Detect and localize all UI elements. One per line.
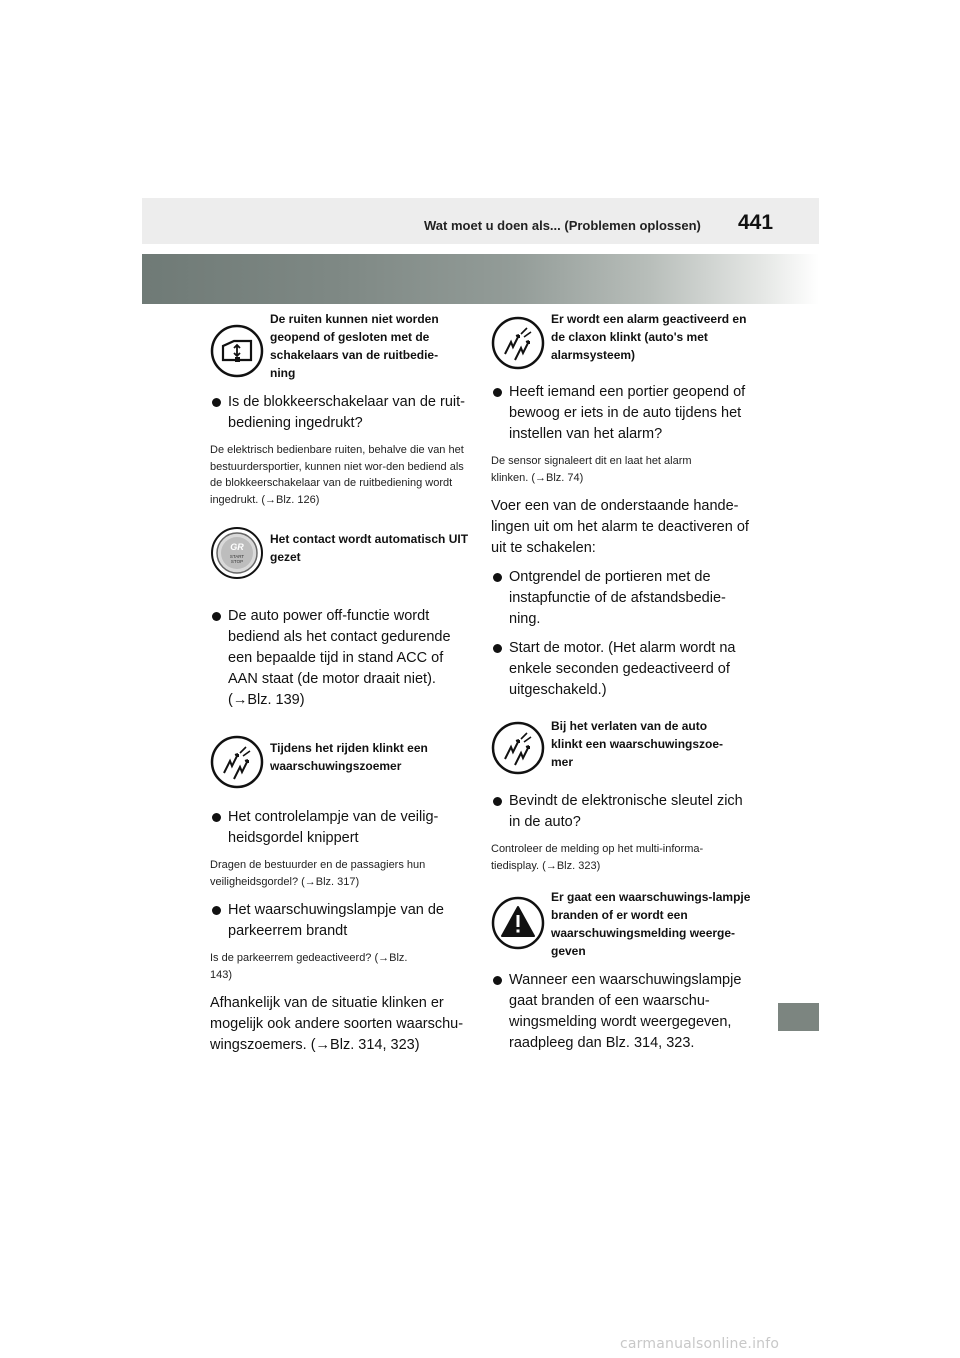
list-item: Het waarschuwingslampje van de parkeerrem brandt — [210, 900, 470, 942]
note-text: Controleer de melding op het multi-informa-tiedisplay. (→Blz. 323) — [491, 843, 704, 872]
section-title: Tijdens het rijden klinkt een waarschuwingszoemer — [270, 741, 428, 773]
section-title: Het contact wordt automatisch UIT gezet — [270, 532, 469, 564]
list-item: Het controlelampje van de veilig-heidsgordel knippert — [210, 807, 470, 849]
section-leaving-buzzer — [491, 715, 751, 785]
section-warning-light — [491, 886, 751, 962]
section-driving-buzzer — [210, 731, 470, 801]
left-column — [210, 308, 470, 1064]
stop-label: STOP — [230, 559, 244, 564]
list-item: Start de motor. (Het alarm wordt na enkele seconden gedeactiveerd of uitgeschakeld.) — [491, 638, 754, 701]
list-item: Heeft iemand een portier geopend of bewoog er iets in de auto tijdens het instellen van het alarm? — [491, 382, 751, 445]
window-switch-icon — [210, 324, 264, 378]
buzzer-lightning-icon — [210, 735, 264, 789]
section-title: Er wordt een alarm geactiveerd en de claxon klinkt (auto's met alarmsysteem) — [551, 312, 747, 362]
paragraph: Voer een van de onderstaande hande-lingen uit om het alarm te deactiveren of uit te schakelen: — [491, 498, 749, 556]
page-header-title: Wat moet u doen als... (Problemen oplossen) — [424, 218, 701, 233]
section-gradient-band — [142, 254, 819, 304]
right-column — [491, 308, 751, 1062]
section-auto-power-off — [210, 524, 470, 600]
list-item: Is de blokkeerschakelaar van de ruit-bediening ingedrukt? — [210, 392, 470, 434]
chapter-side-tab — [778, 1003, 819, 1031]
start-label: START — [229, 554, 245, 559]
footer-watermark: carmanualsonline.info — [620, 1336, 780, 1352]
buzzer-lightning-icon — [491, 316, 545, 370]
note-text: Dragen de bestuurder en de passagiers hun veiligheidsgordel? (→Blz. 317) — [210, 859, 426, 888]
warning-triangle-icon — [491, 896, 545, 950]
list-item: Bevindt de elektronische sleutel zich in de auto? — [491, 791, 751, 833]
list-item: Ontgrendel de portieren met de instapfunctie of de afstandsbedie-ning. — [491, 567, 744, 630]
section-title: Er gaat een waarschuwings-lampje branden of er wordt een waarschuwingsmelding weerge-geven — [551, 890, 751, 958]
svg-text:GR: GR — [230, 542, 244, 552]
note-text: De elektrisch bedienbare ruiten, behalve die van het bestuurdersportier, kunnen niet wor-den bediend als de blokkeerschakelaar van de ruitbediening wordt ingedrukt. (→Blz. 126) — [210, 444, 464, 506]
note-text: De sensor signaleert dit en laat het alarm klinken. (→Blz. 74) — [491, 455, 692, 484]
buzzer-lightning-icon — [491, 721, 545, 775]
paragraph: Afhankelijk van de situatie klinken er mogelijk ook andere soorten waarschu-wingszoemers. (→Blz. 314, 323) — [210, 995, 464, 1053]
start-stop-button-icon — [210, 526, 264, 580]
section-window-switch — [210, 308, 470, 388]
list-item: De auto power off-functie wordt bediend als het contact gedurende een bepaalde tijd in stand ACC of AAN staat (de motor draait niet). (→Blz. 139) — [210, 606, 473, 711]
page-number: 441 — [738, 211, 774, 234]
list-item: Wanneer een waarschuwingslampje gaat branden of een waarschu-wingsmelding wordt weergegeven, raadpleeg dan Blz. 314, 323. — [491, 970, 754, 1054]
section-alarm — [491, 308, 751, 378]
note-text: Is de parkeerrem gedeactiveerd? (→Blz. 143) — [210, 952, 408, 981]
section-title: Bij het verlaten van de auto klinkt een waarschuwingszoe-mer — [551, 719, 724, 769]
section-title: De ruiten kunnen niet worden geopend of gesloten met de schakelaars van de ruitbedie-ning — [270, 312, 439, 380]
